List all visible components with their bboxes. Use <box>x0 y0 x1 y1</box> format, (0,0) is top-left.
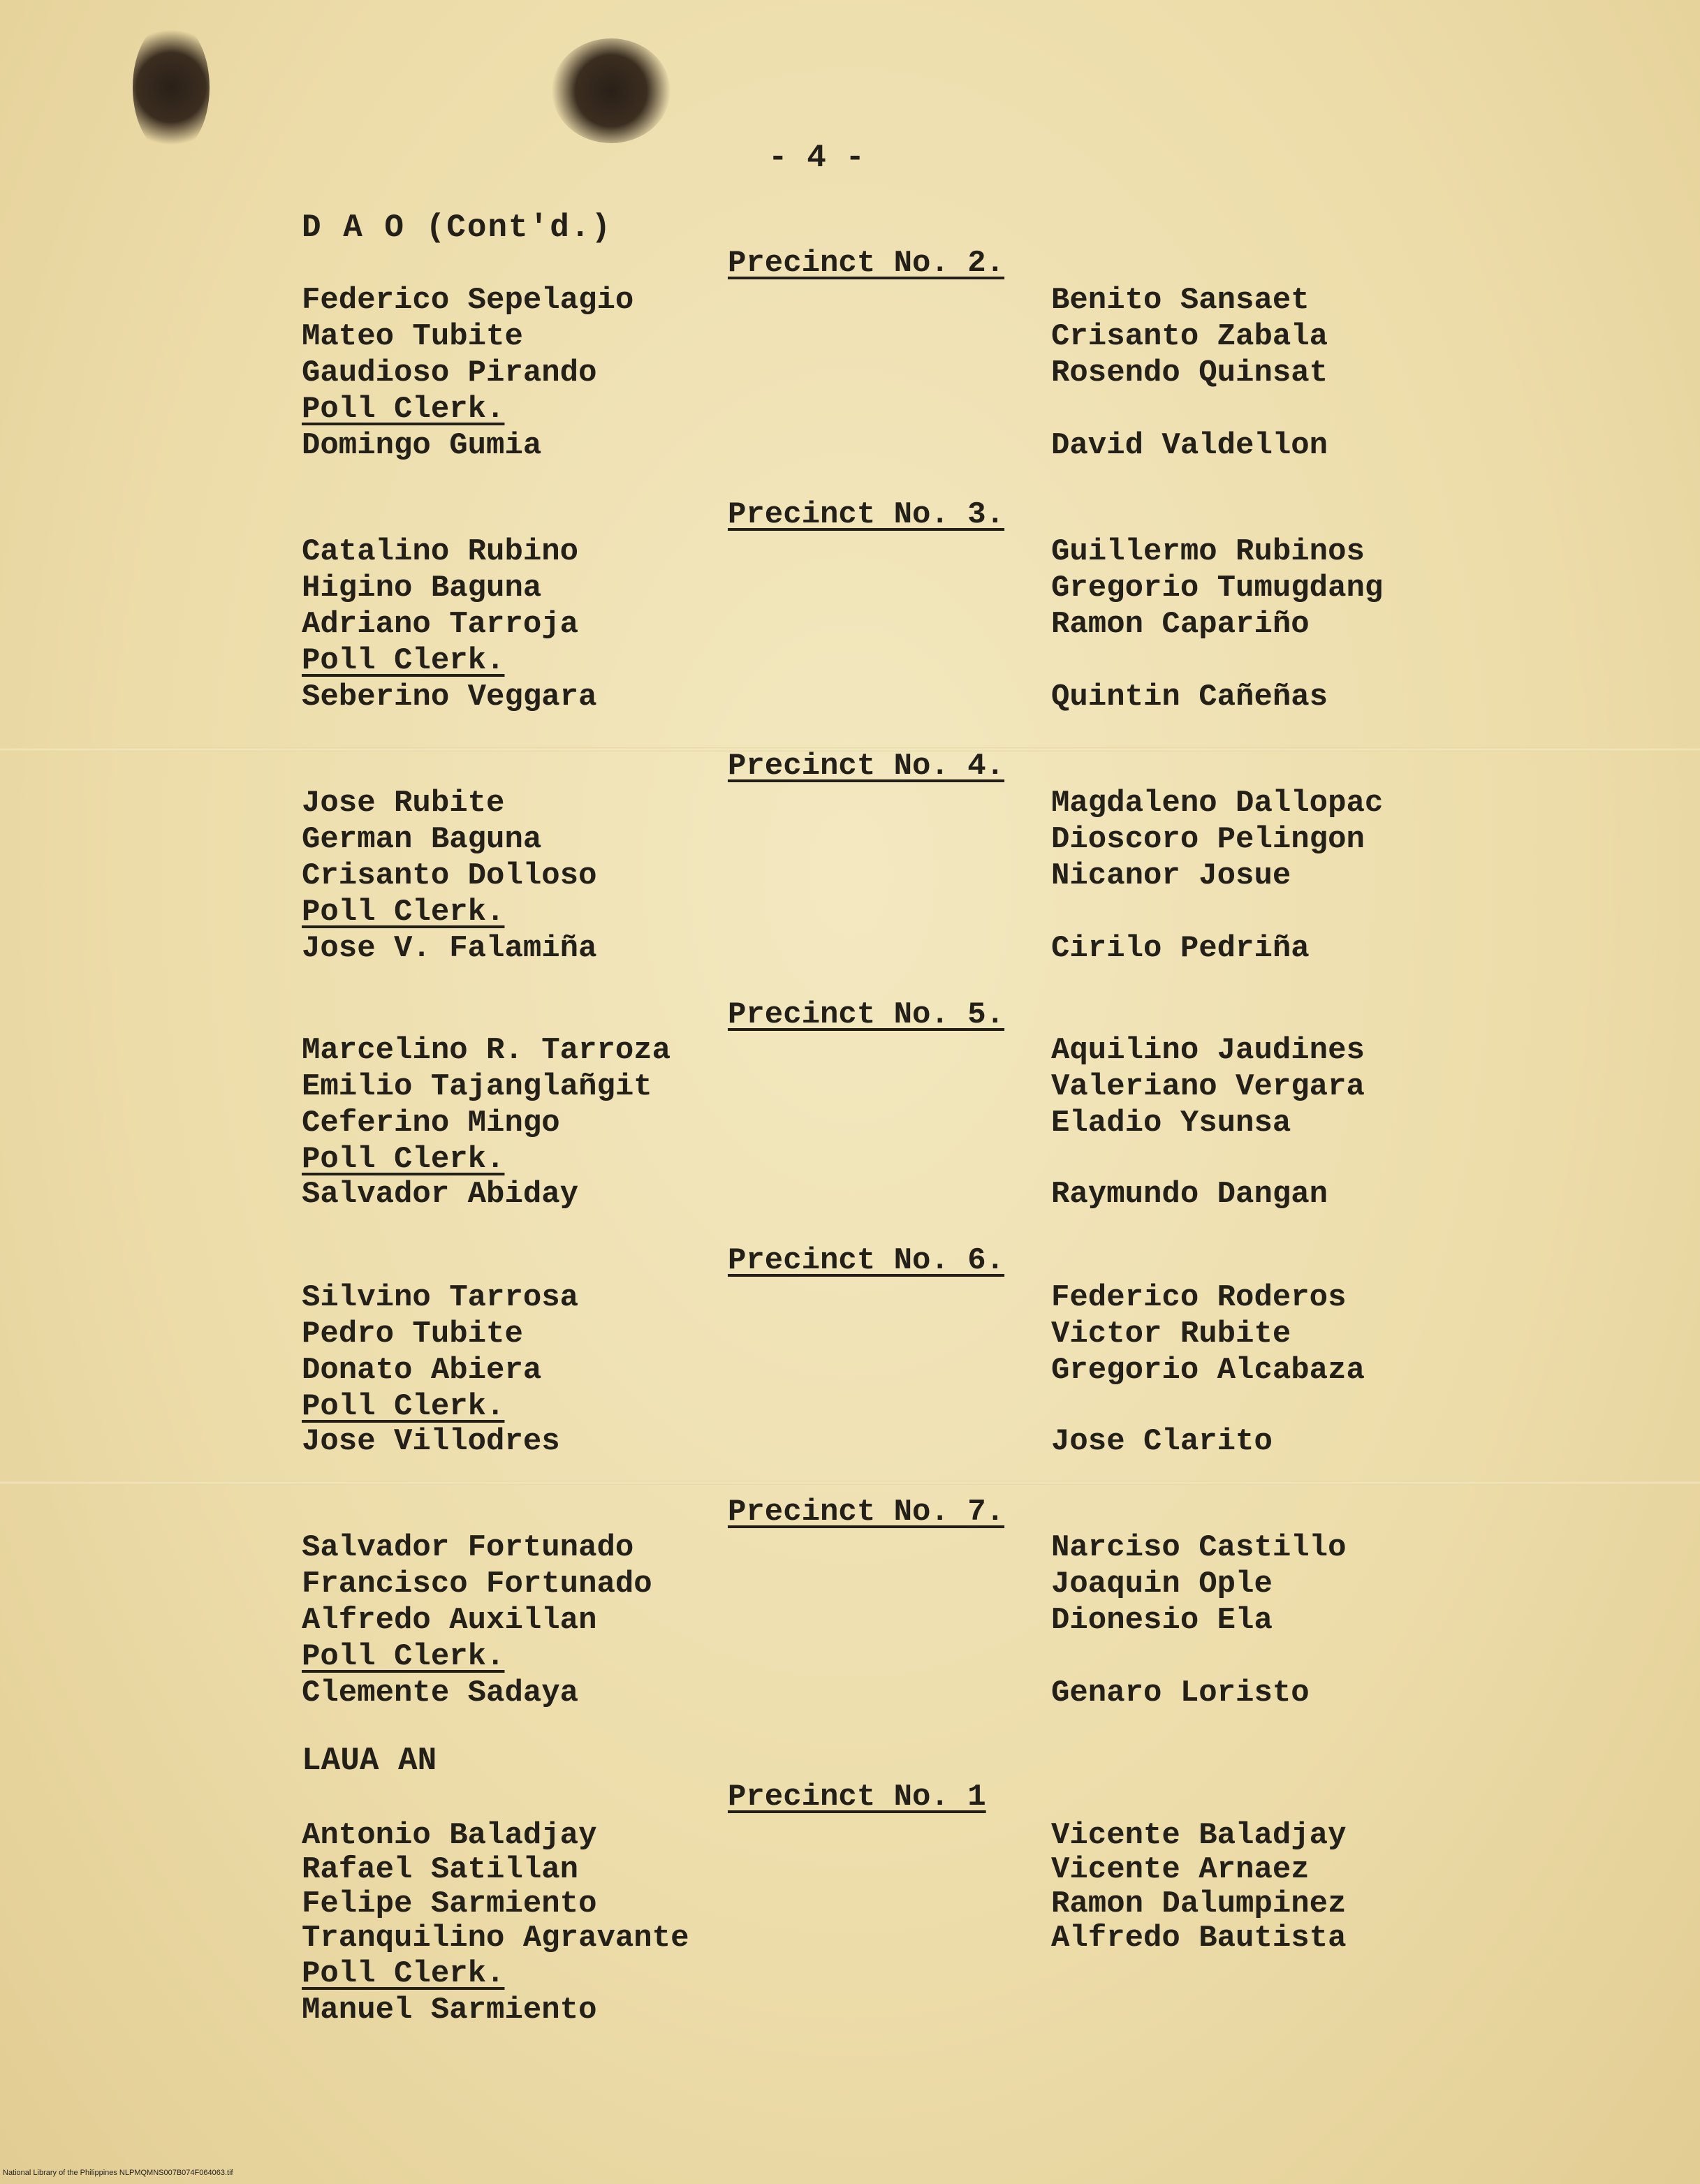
inspector-name: Alfredo Auxillan <box>302 1603 597 1638</box>
inspector-name: Gaudioso Pirando <box>302 356 597 390</box>
substitute-name: Dioscoro Pelingon <box>1051 822 1365 857</box>
substitute-name: Guillermo Rubinos <box>1051 534 1365 569</box>
poll-clerk-name: Jose Villodres <box>302 1424 560 1459</box>
inspector-name: Felipe Sarmiento <box>302 1886 597 1921</box>
substitute-clerk-name: David Valdellon <box>1051 428 1328 463</box>
precinct-title: Precinct No. 1 <box>728 1780 986 1815</box>
paper-fold <box>0 1481 1700 1485</box>
substitute-name: Vicente Arnaez <box>1051 1852 1310 1887</box>
substitute-name: Magdaleno Dallopac <box>1051 786 1384 821</box>
substitute-name: Dionesio Ela <box>1051 1603 1273 1638</box>
ink-stain <box>552 38 671 143</box>
poll-clerk-name: Jose V. Falamiña <box>302 931 597 966</box>
page-number: - 4 - <box>768 140 865 176</box>
substitute-name: Ramon Dalumpinez <box>1051 1886 1347 1921</box>
inspector-name: Crisanto Dolloso <box>302 858 597 893</box>
precinct-title: Precinct No. 3. <box>728 497 1005 532</box>
inspector-name: Marcelino R. Tarroza <box>302 1033 671 1068</box>
poll-clerk-name: Domingo Gumia <box>302 428 542 463</box>
ink-stain <box>133 21 210 154</box>
substitute-name: Victor Rubite <box>1051 1317 1291 1351</box>
precinct-title: Precinct No. 6. <box>728 1243 1005 1278</box>
substitute-name: Vicente Baladjay <box>1051 1818 1347 1853</box>
archive-footer: National Library of the Philippines NLPMQMNS007B074F064063.tif <box>3 2169 233 2177</box>
inspector-name: Higino Baguna <box>302 571 542 606</box>
substitute-clerk-name: Jose Clarito <box>1051 1424 1273 1459</box>
substitute-name: Joaquin Ople <box>1051 1567 1273 1602</box>
substitute-name: Valeriano Vergara <box>1051 1069 1365 1104</box>
precinct-title: Precinct No. 2. <box>728 246 1005 281</box>
substitute-name: Gregorio Alcabaza <box>1051 1353 1365 1388</box>
precinct-title: Precinct No. 4. <box>728 749 1005 784</box>
substitute-name: Narciso Castillo <box>1051 1530 1347 1565</box>
inspector-name: Rafael Satillan <box>302 1852 579 1887</box>
precinct-title: Precinct No. 5. <box>728 997 1005 1032</box>
substitute-name: Crisanto Zabala <box>1051 319 1328 354</box>
poll-clerk-name: Seberino Veggara <box>302 680 597 714</box>
inspector-name: Salvador Fortunado <box>302 1530 634 1565</box>
inspector-name: Donato Abiera <box>302 1353 542 1388</box>
poll-clerk-name: Salvador Abiday <box>302 1177 579 1212</box>
substitute-clerk-name: Quintin Cañeñas <box>1051 680 1328 714</box>
inspector-name: Federico Sepelagio <box>302 283 634 318</box>
substitute-name: Federico Roderos <box>1051 1280 1347 1315</box>
inspector-name: Silvino Tarrosa <box>302 1280 579 1315</box>
inspector-name: Ceferino Mingo <box>302 1106 560 1141</box>
substitute-clerk-name: Genaro Loristo <box>1051 1676 1310 1710</box>
inspector-name: Catalino Rubino <box>302 534 579 569</box>
substitute-clerk-name: Raymundo Dangan <box>1051 1177 1328 1212</box>
inspector-name: Pedro Tubite <box>302 1317 523 1351</box>
poll-clerk-label: Poll Clerk. <box>302 1639 505 1674</box>
inspector-name: Antonio Baladjay <box>302 1818 597 1853</box>
inspector-name: Francisco Fortunado <box>302 1567 652 1602</box>
inspector-name: Tranquilino Agravante <box>302 1921 689 1956</box>
inspector-name: Adriano Tarroja <box>302 607 579 642</box>
substitute-name: Nicanor Josue <box>1051 858 1291 893</box>
poll-clerk-label: Poll Clerk. <box>302 392 505 427</box>
poll-clerk-label: Poll Clerk. <box>302 643 505 678</box>
poll-clerk-label: Poll Clerk. <box>302 1956 505 1991</box>
substitute-name: Rosendo Quinsat <box>1051 356 1328 390</box>
precinct-title: Precinct No. 7. <box>728 1495 1005 1530</box>
substitute-name: Aquilino Jaudines <box>1051 1033 1365 1068</box>
substitute-name: Gregorio Tumugdang <box>1051 571 1384 606</box>
substitute-name: Alfredo Bautista <box>1051 1921 1347 1956</box>
inspector-name: Jose Rubite <box>302 786 505 821</box>
poll-clerk-label: Poll Clerk. <box>302 1389 505 1424</box>
inspector-name: Emilio Tajanglañgit <box>302 1069 652 1104</box>
substitute-clerk-name: Cirilo Pedriña <box>1051 931 1310 966</box>
section-heading-laua-an: LAUA AN <box>302 1743 437 1779</box>
poll-clerk-name: Clemente Sadaya <box>302 1676 579 1710</box>
substitute-name: Eladio Ysunsa <box>1051 1106 1291 1141</box>
substitute-name: Ramon Capariño <box>1051 607 1310 642</box>
section-heading-dao: D A O (Cont'd.) <box>302 210 613 246</box>
inspector-name: Mateo Tubite <box>302 319 523 354</box>
poll-clerk-name: Manuel Sarmiento <box>302 1993 597 2028</box>
poll-clerk-label: Poll Clerk. <box>302 895 505 930</box>
poll-clerk-label: Poll Clerk. <box>302 1142 505 1177</box>
substitute-name: Benito Sansaet <box>1051 283 1310 318</box>
inspector-name: German Baguna <box>302 822 542 857</box>
